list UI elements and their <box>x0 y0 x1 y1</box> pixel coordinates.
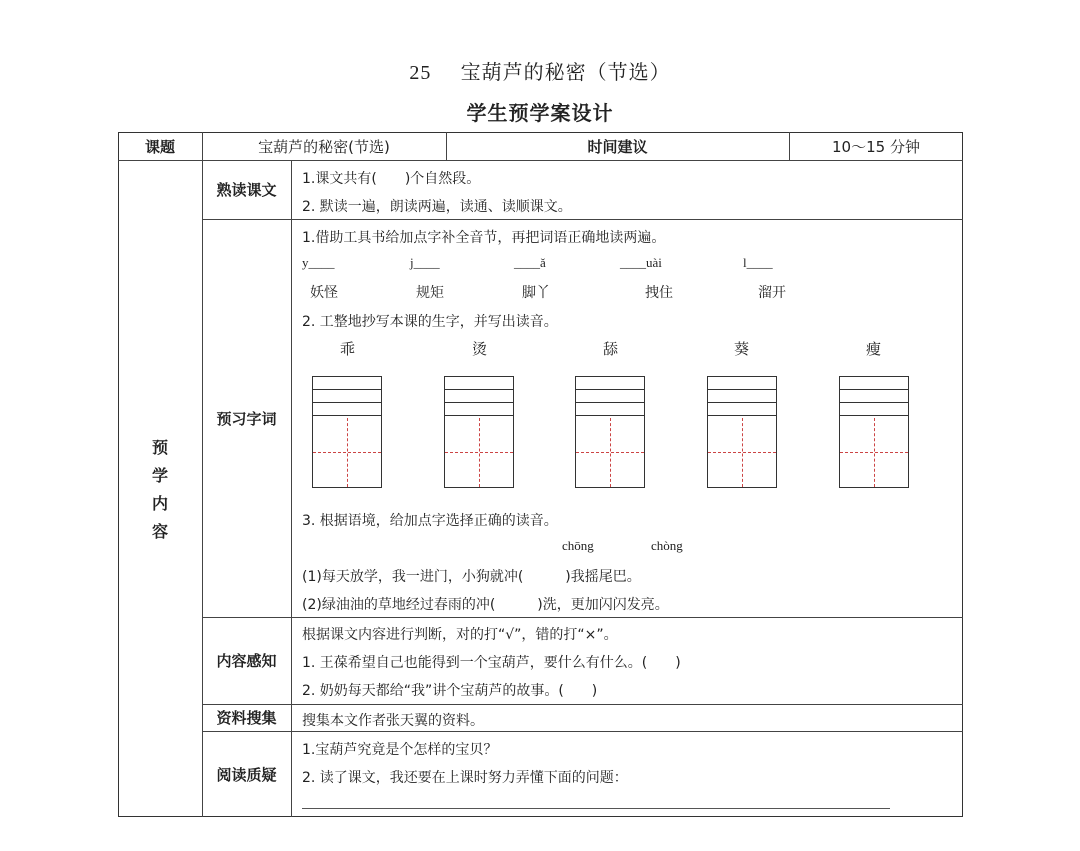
pinyin-blank: y____ <box>302 255 335 270</box>
yuxi-sentence-1: (1)每天放学，我一进门，小狗就冲( )我摇尾巴。 <box>302 569 641 585</box>
vocab-word: 溜开 <box>758 285 786 301</box>
section-label-preview <box>118 434 202 546</box>
pinyin-blank: j____ <box>410 255 440 270</box>
row-divider <box>202 704 963 705</box>
col-divider <box>291 160 292 817</box>
vocab-word: 规矩 <box>416 285 444 301</box>
yuxi-q2: 2. 工整地抄写本课的生字，并写出读音。 <box>302 314 558 330</box>
writing-grid[interactable] <box>575 376 645 488</box>
pinyin-option: chōng <box>562 538 594 553</box>
writing-grid[interactable] <box>839 376 909 488</box>
ziliao-text: 搜集本文作者张天翼的资料。 <box>302 713 484 729</box>
pinyin-option: chòng <box>651 538 683 553</box>
neirong-line-1: 1. 王葆希望自己也能得到一个宝葫芦，要什么有什么。( ) <box>302 655 681 671</box>
pinyin-blank: ____uài <box>620 255 662 270</box>
section-label-char: 预 <box>151 438 168 457</box>
yuedu-line-2: 2. 读了课文，我还要在上课时努力弄懂下面的问题： <box>302 770 628 786</box>
time-value: 10～15 分钟 <box>832 137 920 156</box>
writing-grid[interactable] <box>444 376 514 488</box>
pinyin-blank: l____ <box>743 255 773 270</box>
copy-char: 烫 <box>472 340 488 358</box>
section-label-char: 内 <box>151 494 168 513</box>
section-label-char: 学 <box>151 466 168 485</box>
lesson-title: 宝葫芦的秘密（节选） <box>460 60 671 84</box>
vocab-word: 脚丫 <box>522 285 550 301</box>
label-neirong: 内容感知 <box>216 652 277 670</box>
topic-label: 课题 <box>144 137 175 156</box>
label-yuxi: 预习字词 <box>216 409 277 428</box>
neirong-line-0: 根据课文内容进行判断，对的打“√”，错的打“×”。 <box>302 627 618 643</box>
row-divider <box>202 219 963 220</box>
copy-char: 瘦 <box>866 340 882 358</box>
topic-value: 宝葫芦的秘密(节选) <box>258 137 390 156</box>
yuxi-sentence-2: (2)绿油油的草地经过春雨的冲( )洗，更加闪闪发亮。 <box>302 597 669 613</box>
copy-char: 乖 <box>340 340 356 358</box>
shudu-line-2: 2. 默读一遍，朗读两遍，读通、读顺课文。 <box>302 199 572 215</box>
row-divider <box>202 617 963 618</box>
copy-char: 葵 <box>734 340 750 358</box>
lesson-number: 25 <box>409 62 432 84</box>
vocab-word: 妖怪 <box>310 285 338 301</box>
vocab-word: 拽住 <box>645 285 673 301</box>
time-label: 时间建议 <box>587 137 648 156</box>
writing-grid[interactable] <box>312 376 382 488</box>
page-title <box>0 56 1080 85</box>
yuedu-line-1: 1.宝葫芦究竟是个怎样的宝贝？ <box>302 742 498 758</box>
row-divider <box>202 731 963 732</box>
label-yuedu: 阅读质疑 <box>216 765 277 784</box>
neirong-line-2: 2. 奶奶每天都给“我”讲个宝葫芦的故事。( ) <box>302 683 598 699</box>
label-ziliao: 资料搜集 <box>216 709 277 727</box>
pinyin-blank: ____ǎ <box>514 255 546 270</box>
label-shudu: 熟读课文 <box>216 181 277 199</box>
yuxi-q1: 1.借助工具书给加点字补全音节，再把词语正确地读两遍。 <box>302 230 666 246</box>
section-label-char: 容 <box>151 522 168 541</box>
writing-grid[interactable] <box>707 376 777 488</box>
yuxi-q3: 3. 根据语境，给加点字选择正确的读音。 <box>302 513 558 529</box>
page-subtitle: 学生预学案设计 <box>466 101 614 125</box>
copy-char: 舔 <box>603 340 619 358</box>
shudu-line-1: 1.课文共有( )个自然段。 <box>302 171 481 187</box>
answer-line[interactable] <box>302 808 890 809</box>
